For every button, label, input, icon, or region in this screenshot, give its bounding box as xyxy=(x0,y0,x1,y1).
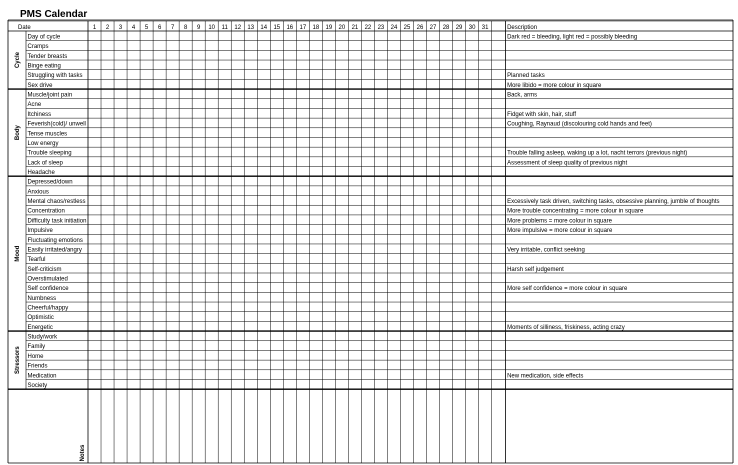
row-description: More problems = more colour in square xyxy=(507,218,612,225)
day-header: 13 xyxy=(247,25,255,31)
row-label: Difficulty task initiation xyxy=(27,218,87,225)
section-label: Mood xyxy=(15,245,21,262)
row-description: Moments of silliness, friskiness, acting crazy xyxy=(507,324,625,331)
date-header: Date xyxy=(18,25,31,31)
row-label: Study/work xyxy=(27,334,58,341)
row-label: Cheerful/happy xyxy=(27,305,69,312)
row-label: Energetic xyxy=(27,324,53,331)
row-description: Back, arms xyxy=(507,92,538,99)
row-label: Friends xyxy=(27,363,48,370)
row-label: Lack of sleep xyxy=(27,160,63,167)
day-header: 9 xyxy=(196,25,201,31)
day-header: 5 xyxy=(144,25,149,31)
row-description: Fidget with skin, hair, stuff xyxy=(507,111,577,118)
row-label: Concentration xyxy=(27,208,65,215)
row-description: Excessively task driven, switching tasks, obsessive planning, jumble of thoughts xyxy=(507,199,720,206)
day-header: 7 xyxy=(170,25,175,31)
row-description: More libido = more colour in square xyxy=(507,82,602,89)
day-header: 18 xyxy=(312,25,320,31)
day-header: 1 xyxy=(92,25,97,31)
day-header: 23 xyxy=(377,25,385,31)
row-label: Optimistic xyxy=(27,315,54,322)
section-label: Cycle xyxy=(15,52,21,69)
row-label: Depressed/down xyxy=(27,179,73,186)
day-header: 21 xyxy=(351,25,359,31)
section-label: Stressors xyxy=(15,346,21,374)
day-header: 19 xyxy=(325,25,333,31)
row-label: Tense muscles xyxy=(27,131,68,138)
section-label: Body xyxy=(15,125,21,141)
day-header: 20 xyxy=(338,25,346,31)
day-header: 4 xyxy=(131,25,136,31)
row-label: Mental chaos/restless xyxy=(27,199,86,206)
row-description: Very irritable, conflict seeking xyxy=(507,247,585,254)
row-description: More impulsive = more colour in square xyxy=(507,228,613,235)
row-label: Anxious xyxy=(27,189,49,196)
day-header: 12 xyxy=(234,25,242,31)
row-label: Overstimulated xyxy=(27,276,68,283)
row-label: Acne xyxy=(27,102,42,109)
row-description: More trouble concentrating = more colour in square xyxy=(507,208,644,215)
row-label: Self-criticism xyxy=(27,266,62,273)
row-label: Itchiness xyxy=(27,111,52,118)
row-label: Society xyxy=(27,382,48,389)
row-label: Self confidence xyxy=(27,286,69,293)
day-header: 28 xyxy=(442,25,450,31)
row-label: Numbness xyxy=(27,295,57,302)
row-description: Trouble falling asleep, waking up a lot, nacht terrors (previous night) xyxy=(507,150,688,157)
row-label: Cramps xyxy=(27,44,49,51)
row-description: New medication, side effects xyxy=(507,373,584,380)
row-label: Muscle/joint pain xyxy=(27,92,73,99)
row-label: Family xyxy=(27,344,46,351)
row-label: Tearful xyxy=(27,257,46,264)
description-header: Description xyxy=(507,25,538,31)
day-header: 17 xyxy=(299,25,307,31)
row-label: Struggling with tasks xyxy=(27,73,83,80)
row-label: Headache xyxy=(27,170,55,176)
row-description: Coughing, Raynaud (discolouring cold hands and feet) xyxy=(507,121,652,128)
row-label: Binge eating xyxy=(27,63,61,70)
row-description: Harsh self judgement xyxy=(507,266,564,273)
day-header: 25 xyxy=(403,25,411,31)
row-label: Home xyxy=(27,353,44,360)
day-header: 8 xyxy=(183,25,188,31)
row-description: More self confidence = more colour in square xyxy=(507,286,628,293)
row-description: Assessment of sleep quality of previous night xyxy=(507,160,628,167)
row-label: Easily irritated/angry xyxy=(27,247,82,254)
row-label: Low energy xyxy=(27,140,59,147)
day-header: 27 xyxy=(429,25,437,31)
row-label: Feverish(cold)/ unwell xyxy=(27,121,86,128)
notes-label: Notes xyxy=(80,444,86,462)
day-header: 24 xyxy=(390,25,398,31)
page-title: PMS Calendar xyxy=(20,9,88,20)
day-header: 3 xyxy=(118,25,123,31)
row-description: Dark red = bleeding, light red = possibly bleeding xyxy=(507,34,638,41)
day-header: 10 xyxy=(208,25,216,31)
row-label: Sex drive xyxy=(27,82,53,89)
day-header: 15 xyxy=(273,25,281,31)
day-header: 6 xyxy=(157,25,162,31)
row-label: Tender breasts xyxy=(27,53,68,60)
row-label: Fluctuating emotions xyxy=(27,237,83,244)
day-header: 11 xyxy=(221,25,228,31)
day-header: 30 xyxy=(468,25,476,31)
row-label: Impulsive xyxy=(27,228,53,235)
day-header: 2 xyxy=(105,25,110,31)
row-label: Trouble sleeping xyxy=(27,150,72,157)
day-header: 29 xyxy=(455,25,463,31)
day-header: 31 xyxy=(481,25,489,31)
day-header: 22 xyxy=(364,25,372,31)
day-header: 14 xyxy=(260,25,268,31)
day-header: 26 xyxy=(416,25,424,31)
row-label: Day of cycle xyxy=(27,34,61,41)
row-description: Planned tasks xyxy=(507,73,545,80)
row-label: Medication xyxy=(27,373,57,380)
day-header: 16 xyxy=(286,25,294,31)
